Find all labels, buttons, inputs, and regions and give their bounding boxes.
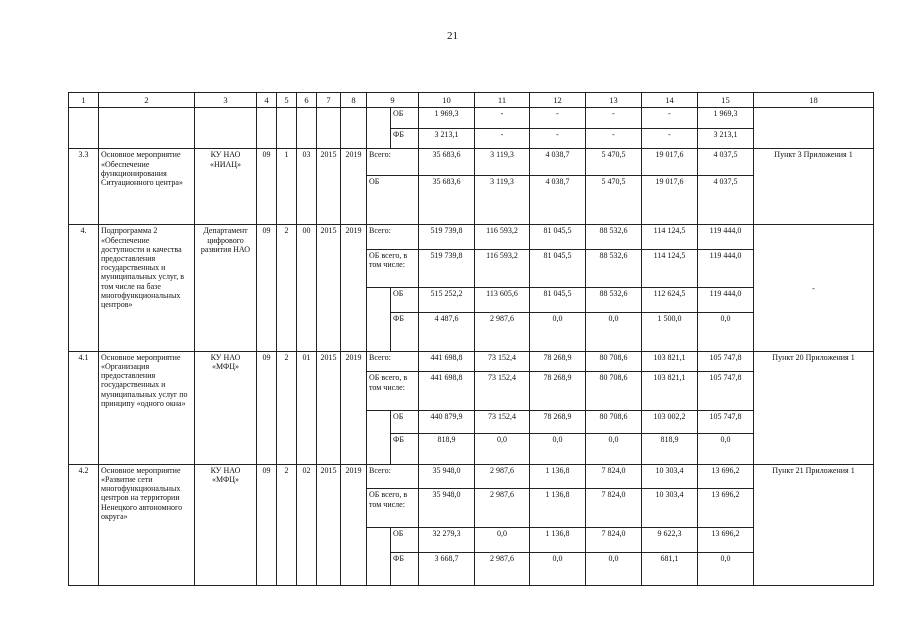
header-cell: 1 (69, 93, 99, 108)
value-cell: 2 987,6 (475, 312, 530, 351)
value-cell: 515 252,2 (419, 288, 475, 313)
source-label: Всего: (367, 149, 419, 176)
header-cell: 18 (754, 93, 874, 108)
code-cell: 2 (277, 464, 297, 585)
start-year: 2015 (317, 149, 341, 225)
value-cell: 35 948,0 (419, 489, 475, 528)
code-cell: 09 (257, 225, 277, 351)
value-cell: 0,0 (586, 553, 642, 586)
value-cell: 4 037,5 (698, 149, 754, 176)
source-label: ОБ всего, в том числе: (367, 250, 419, 288)
source-label: Всего: (367, 225, 419, 250)
value-cell: 1 136,8 (530, 489, 586, 528)
value-cell: 0,0 (698, 312, 754, 351)
value-cell: 9 622,3 (642, 528, 698, 553)
value-cell: 7 824,0 (586, 528, 642, 553)
header-cell: 11 (475, 93, 530, 108)
value-cell: 88 532,6 (586, 225, 642, 250)
value-cell: 1 136,8 (530, 528, 586, 553)
value-cell: - (642, 128, 698, 149)
value-cell: 818,9 (419, 433, 475, 464)
value-cell: 73 152,4 (475, 411, 530, 434)
value-cell: 441 698,8 (419, 351, 475, 372)
value-cell: 114 124,5 (642, 250, 698, 288)
value-cell: 105 747,8 (698, 411, 754, 434)
value-cell: 112 624,5 (642, 288, 698, 313)
value-cell: 13 696,2 (698, 489, 754, 528)
value-cell: 78 268,9 (530, 411, 586, 434)
value-cell: 3 213,1 (698, 128, 754, 149)
code-cell: 01 (297, 351, 317, 464)
value-cell: 10 303,4 (642, 489, 698, 528)
value-cell: 103 821,1 (642, 351, 698, 372)
value-cell: 0,0 (586, 312, 642, 351)
code-cell: 02 (297, 464, 317, 585)
note-cell: - (754, 225, 874, 351)
value-cell: 0,0 (698, 553, 754, 586)
value-cell: 19 017,6 (642, 176, 698, 225)
value-cell: 5 470,5 (586, 176, 642, 225)
value-cell: 818,9 (642, 433, 698, 464)
value-cell: 3 119,3 (475, 149, 530, 176)
end-year: 2019 (341, 149, 367, 225)
value-cell: 105 747,8 (698, 372, 754, 411)
item-name: Основное мероприятие «Обеспечение функционирования Ситуационного центра» (99, 149, 195, 225)
end-year: 2019 (341, 351, 367, 464)
value-cell: 81 045,5 (530, 250, 586, 288)
header-cell: 4 (257, 93, 277, 108)
source-label: Всего: (367, 464, 419, 489)
header-cell: 9 (367, 93, 419, 108)
note-cell: Пункт 20 Приложения 1 (754, 351, 874, 464)
budget-table (68, 92, 874, 586)
item-name: Основное мероприятие «Организация предоставления государственных и муниципальных услуг по принципу «одного окна» (99, 351, 195, 464)
source-label: ОБ всего, в том числе: (367, 372, 419, 411)
value-cell: 1 500,0 (642, 312, 698, 351)
item-name: Подпрограмма 2 «Обеспечение доступности и качества предоставления государственных и муниципальных услуг, в том числе на базе многофункциональных центров» (99, 225, 195, 351)
value-cell: - (475, 108, 530, 129)
value-cell: 81 045,5 (530, 225, 586, 250)
source-label: ОБ (391, 528, 419, 553)
value-cell: 5 470,5 (586, 149, 642, 176)
value-cell: 0,0 (586, 433, 642, 464)
code-cell: 09 (257, 351, 277, 464)
item-number: 4.1 (69, 351, 99, 464)
code-cell: 00 (297, 225, 317, 351)
source-label: Всего: (367, 351, 419, 372)
source-label: ФБ (391, 433, 419, 464)
table-row (69, 464, 874, 489)
value-cell: 2 987,6 (475, 553, 530, 586)
item-number: 4.2 (69, 464, 99, 585)
value-cell: 35 683,6 (419, 176, 475, 225)
value-cell: 3 119,3 (475, 176, 530, 225)
header-cell: 8 (341, 93, 367, 108)
value-cell: 4 037,5 (698, 176, 754, 225)
source-label: ОБ (391, 411, 419, 434)
value-cell: 103 002,2 (642, 411, 698, 434)
source-label: ОБ (391, 288, 419, 313)
header-cell: 5 (277, 93, 297, 108)
value-cell: 0,0 (530, 433, 586, 464)
value-cell: 103 821,1 (642, 372, 698, 411)
value-cell: 119 444,0 (698, 250, 754, 288)
value-cell: 73 152,4 (475, 351, 530, 372)
header-cell: 13 (586, 93, 642, 108)
value-cell: 519 739,8 (419, 225, 475, 250)
value-cell: 78 268,9 (530, 351, 586, 372)
value-cell: 80 708,6 (586, 372, 642, 411)
header-cell: 6 (297, 93, 317, 108)
value-cell: 4 038,7 (530, 176, 586, 225)
end-year: 2019 (341, 225, 367, 351)
value-cell: 88 532,6 (586, 250, 642, 288)
value-cell: 0,0 (475, 433, 530, 464)
value-cell: - (586, 128, 642, 149)
header-cell: 3 (195, 93, 257, 108)
executor: КУ НАО «НИАЦ» (195, 149, 257, 225)
header-cell: 2 (99, 93, 195, 108)
value-cell: 2 987,6 (475, 464, 530, 489)
header-cell: 12 (530, 93, 586, 108)
end-year: 2019 (341, 464, 367, 585)
table-row (69, 351, 874, 372)
value-cell: 7 824,0 (586, 464, 642, 489)
value-cell: 1 969,3 (698, 108, 754, 129)
source-label: ФБ (391, 128, 419, 149)
executor: КУ НАО «МФЦ» (195, 351, 257, 464)
table-row (69, 225, 874, 250)
value-cell: 80 708,6 (586, 411, 642, 434)
start-year: 2015 (317, 225, 341, 351)
value-cell: 10 303,4 (642, 464, 698, 489)
item-name: Основное мероприятие «Развитие сети многофункциональных центров на территории Ненецкого автономного округа» (99, 464, 195, 585)
table-row (69, 149, 874, 176)
value-cell: 1 969,3 (419, 108, 475, 129)
value-cell: 35 683,6 (419, 149, 475, 176)
source-label: ФБ (391, 553, 419, 586)
value-cell: 73 152,4 (475, 372, 530, 411)
value-cell: 0,0 (698, 433, 754, 464)
value-cell: 681,1 (642, 553, 698, 586)
item-number: 3.3 (69, 149, 99, 225)
source-label: ОБ всего, в том числе: (367, 489, 419, 528)
code-cell: 1 (277, 149, 297, 225)
value-cell: 440 879,9 (419, 411, 475, 434)
value-cell: 7 824,0 (586, 489, 642, 528)
value-cell: 119 444,0 (698, 225, 754, 250)
header-cell: 14 (642, 93, 698, 108)
value-cell: - (475, 128, 530, 149)
header-cell: 15 (698, 93, 754, 108)
value-cell: 13 696,2 (698, 464, 754, 489)
value-cell: 3 213,1 (419, 128, 475, 149)
value-cell: 116 593,2 (475, 250, 530, 288)
value-cell: 519 739,8 (419, 250, 475, 288)
executor: КУ НАО «МФЦ» (195, 464, 257, 585)
value-cell: 19 017,6 (642, 149, 698, 176)
value-cell: 88 532,6 (586, 288, 642, 313)
value-cell: - (530, 128, 586, 149)
value-cell: 0,0 (530, 312, 586, 351)
page-number: 21 (447, 30, 458, 42)
note-cell: Пункт 21 Приложения 1 (754, 464, 874, 585)
value-cell: 3 668,7 (419, 553, 475, 586)
value-cell: - (530, 108, 586, 129)
start-year: 2015 (317, 351, 341, 464)
value-cell: 113 605,6 (475, 288, 530, 313)
value-cell: 114 124,5 (642, 225, 698, 250)
executor: Департамент цифрового развития НАО (195, 225, 257, 351)
value-cell: 105 747,8 (698, 351, 754, 372)
code-cell: 2 (277, 225, 297, 351)
note-cell: Пункт 3 Приложения 1 (754, 149, 874, 225)
source-label: ОБ (367, 176, 419, 225)
table-row (69, 108, 874, 129)
value-cell: 4 038,7 (530, 149, 586, 176)
value-cell: 116 593,2 (475, 225, 530, 250)
start-year: 2015 (317, 464, 341, 585)
value-cell: 81 045,5 (530, 288, 586, 313)
value-cell: 0,0 (530, 553, 586, 586)
header-cell: 7 (317, 93, 341, 108)
header-cell: 10 (419, 93, 475, 108)
source-label: ОБ (391, 108, 419, 129)
value-cell: 1 136,8 (530, 464, 586, 489)
value-cell: 4 487,6 (419, 312, 475, 351)
value-cell: 35 948,0 (419, 464, 475, 489)
value-cell: 13 696,2 (698, 528, 754, 553)
source-label: ФБ (391, 312, 419, 351)
value-cell: - (642, 108, 698, 129)
header-row (69, 93, 874, 108)
value-cell: 78 268,9 (530, 372, 586, 411)
code-cell: 03 (297, 149, 317, 225)
value-cell: 441 698,8 (419, 372, 475, 411)
value-cell: 119 444,0 (698, 288, 754, 313)
code-cell: 09 (257, 149, 277, 225)
value-cell: 0,0 (475, 528, 530, 553)
value-cell: - (586, 108, 642, 129)
value-cell: 80 708,6 (586, 351, 642, 372)
code-cell: 09 (257, 464, 277, 585)
item-number: 4. (69, 225, 99, 351)
value-cell: 2 987,6 (475, 489, 530, 528)
value-cell: 32 279,3 (419, 528, 475, 553)
code-cell: 2 (277, 351, 297, 464)
